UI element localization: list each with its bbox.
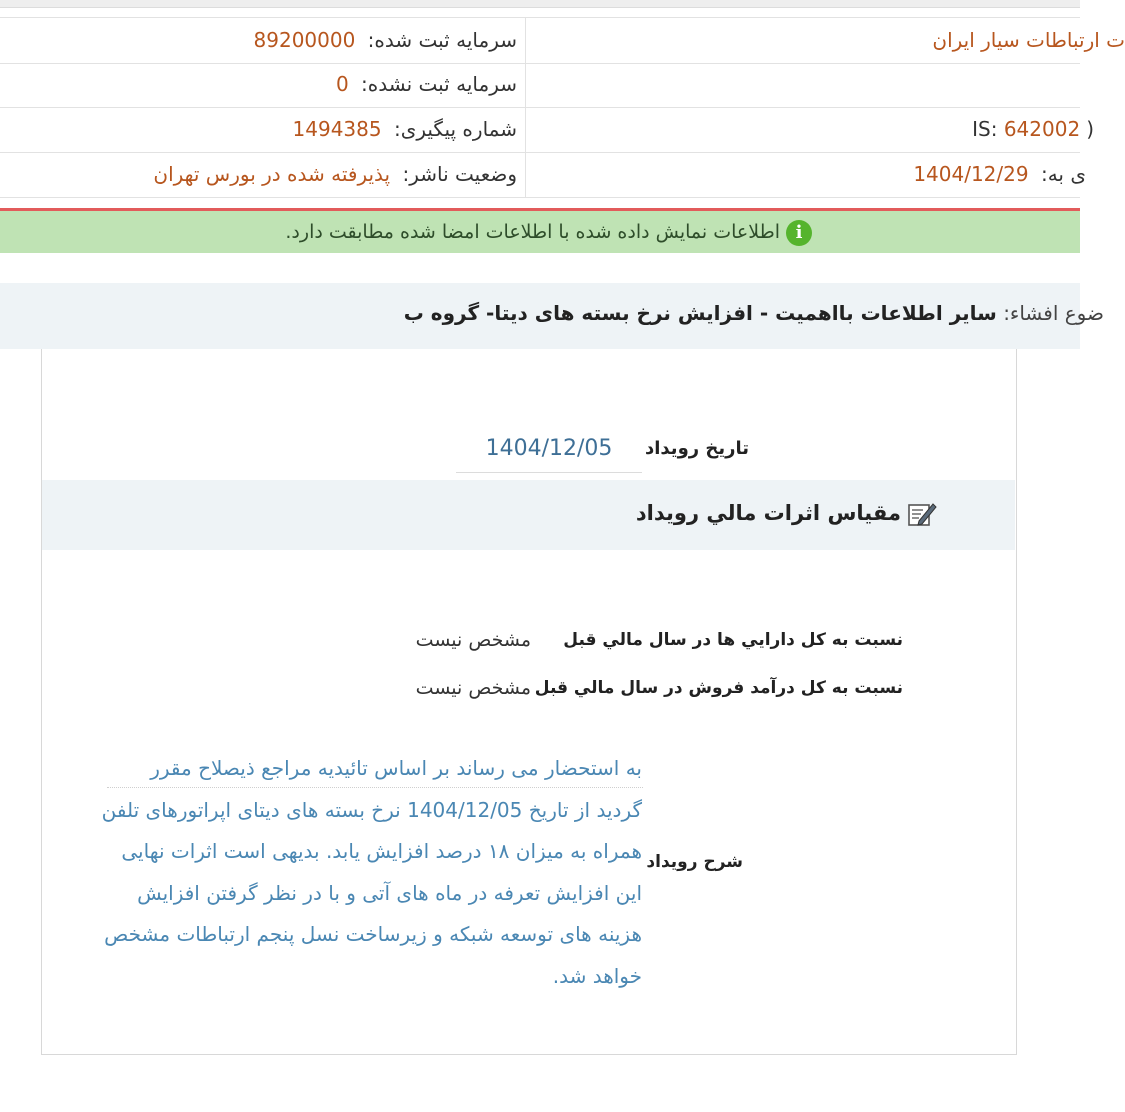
period-end bbox=[913, 152, 1086, 197]
disclosure-subject-bar bbox=[0, 283, 1104, 349]
event-date-label: تاریخ رویداد bbox=[645, 438, 749, 459]
period-end-label: ی به: bbox=[1040, 162, 1086, 186]
ratio-label-assets: نسبت به کل دارايي ها در سال مالي قبل bbox=[563, 630, 903, 650]
section-title: مقیاس اثرات مالي رویداد bbox=[635, 501, 901, 525]
registered-capital-value: 89200000 bbox=[253, 28, 356, 52]
notice-text: اطلاعات نمایش داده شده با اطلاعات امضا شده مطابقت دارد. bbox=[285, 221, 780, 243]
company-info-table bbox=[0, 17, 1125, 197]
subject-label: ضوع افشاء: bbox=[1003, 301, 1104, 325]
event-date-value: 1404/12/05 bbox=[456, 434, 642, 473]
description-label: شرح رویداد bbox=[646, 852, 743, 872]
financial-impact-section bbox=[42, 480, 1015, 550]
tracking-number bbox=[293, 107, 517, 152]
isic-value: 642002 bbox=[1003, 117, 1081, 141]
registered-capital bbox=[254, 18, 517, 63]
info-row-4 bbox=[0, 152, 1086, 198]
isic-code: (IS: 642002 bbox=[972, 117, 1094, 141]
top-divider bbox=[0, 0, 1080, 8]
ratio-value-revenue: مشخص نيست bbox=[415, 677, 531, 699]
ratio-value-assets: مشخص نيست bbox=[415, 629, 531, 651]
unregistered-capital-value: 0 bbox=[335, 72, 349, 96]
info-icon: i bbox=[786, 220, 812, 246]
info-row-3 bbox=[0, 107, 1094, 153]
subject-value: سایر اطلاعات بااهمیت - افزایش نرخ بسته های دیتا- گروه ب bbox=[403, 301, 997, 325]
period-end-value: 1404/12/29 bbox=[913, 162, 1029, 186]
registered-capital-label: سرمایه ثبت شده: bbox=[367, 28, 517, 52]
isic-label: (IS bbox=[972, 117, 1094, 141]
info-row-1 bbox=[0, 17, 1125, 64]
edit-icon bbox=[907, 500, 937, 528]
publisher-status-value: پذیرفته شده در بورس تهران bbox=[153, 162, 391, 186]
verification-notice bbox=[0, 211, 1080, 253]
description-text: به استحضار می رساند بر اساس تائیدیه مراجع ذیصلاح مقرر گردید از تاریخ 1404/12/05 نرخ بسته های دیتای اپراتورهای تلفن همراه به میزان ۱۸ درصد افزایش یابد. بدیهی است اثرات نهایی این افزایش تعرفه در ماه های آتی و با در نظر گرفتن افزایش هزینه های توسعه شبکه و زیرساخت نسل پنجم ارتباطات مشخص خواهد شد. bbox=[101, 756, 642, 988]
tracking-number-value: 1494385 bbox=[292, 117, 382, 141]
company-name-value: ت ارتباطات سیار ایران bbox=[932, 28, 1125, 52]
unregistered-capital-label: سرمایه ثبت نشده: bbox=[361, 72, 517, 96]
ratio-label-revenue: نسبت به کل درآمد فروش در سال مالي قبل bbox=[534, 678, 903, 698]
publisher-status-label: وضعیت ناشر: bbox=[402, 162, 517, 186]
company-name bbox=[932, 18, 1125, 63]
tracking-number-label: شماره پیگیری: bbox=[393, 117, 517, 141]
info-row-2 bbox=[0, 62, 1080, 108]
unregistered-capital bbox=[336, 62, 517, 107]
publisher-status bbox=[153, 152, 517, 197]
